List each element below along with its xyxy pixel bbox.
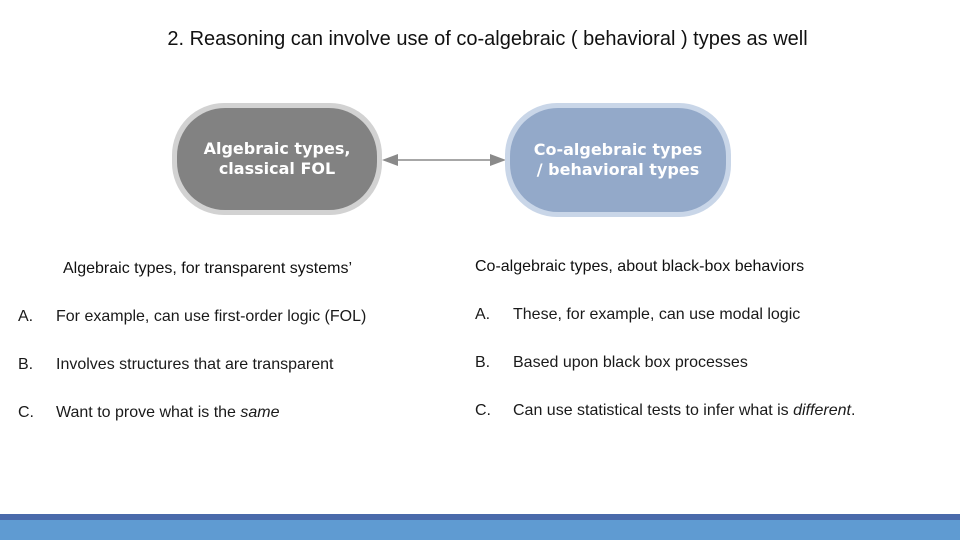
footer-bar-light: [0, 520, 960, 540]
left-list-item-a: [18, 308, 366, 326]
list-item-text: Want to prove what is the: [56, 404, 241, 421]
list-item-tail: .: [850, 402, 856, 419]
list-item-text-wrap: [513, 402, 855, 420]
coalgebraic-types-node: [505, 103, 731, 217]
list-marker: B.: [18, 356, 34, 373]
bidirectional-arrow: [380, 150, 508, 170]
list-item-text: Can use statistical tests to infer what is: [513, 402, 794, 419]
list-item-emphasis: same: [240, 404, 280, 421]
right-list-item-c: [475, 402, 855, 420]
list-item-emphasis: different: [793, 402, 851, 419]
list-marker: B.: [475, 354, 491, 371]
left-list-item-c: [18, 404, 280, 422]
right-list-item-a: [475, 306, 800, 324]
list-item-text: Based upon black box processes: [513, 354, 748, 371]
list-item-text-wrap: [56, 404, 280, 422]
left-list-item-b: [18, 356, 333, 374]
left-column-heading: Algebraic types, for transparent systems’: [63, 260, 353, 277]
list-marker: C.: [18, 404, 34, 421]
coalgebraic-types-node-label: Co-algebraic types / behavioral types: [533, 140, 703, 179]
slide-title: 2. Reasoning can involve use of co-algebraic ( behavioral ) types as well: [167, 28, 808, 50]
algebraic-types-node-label: Algebraic types, classical FOL: [203, 139, 351, 178]
list-item-text: Involves structures that are transparent: [56, 356, 334, 373]
list-item-text: These, for example, can use modal logic: [513, 306, 801, 323]
list-item-text: For example, can use first-order logic (FOL): [56, 308, 367, 325]
list-marker: A.: [475, 306, 491, 323]
algebraic-types-node: [172, 103, 382, 215]
list-marker: A.: [18, 308, 34, 325]
list-marker: C.: [475, 402, 491, 419]
right-column-heading: Co-algebraic types, about black-box behaviors: [475, 258, 805, 275]
right-list-item-b: [475, 354, 748, 372]
